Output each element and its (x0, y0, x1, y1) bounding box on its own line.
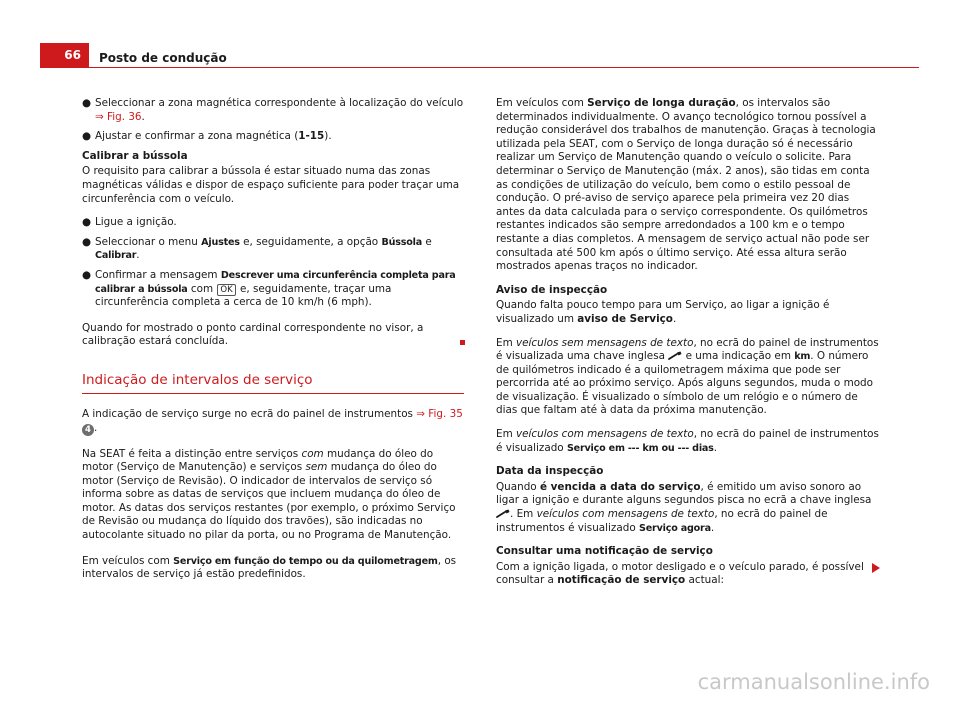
paragraph: Em veículos com Serviço de longa duração, os intervalos são determinados individualmente. O avanço tecnológico tornou possível a redução considerável dos trabalhos de manutenção. Graças à tecnologia utilizada pela SEAT, com o Serviço de longa duração só é necessário realizar um Serviço de Manutenção quando o veículo o solicite. Para determinar o Serviço de Manutenção (máx. 2 anos), são tidas em conta as condições de utilização do veículo, bem como o estilo pessoal de condução. O pré-aviso de serviço aparece pela primeira vez 20 dias antes da data calculada para o serviço correspondente. Os quilómetros restantes indicados são sempre arredondados a 100 km e o tempo restante a dias completos. A mensagem de serviço actual não pode ser consultada até 500 km após o último serviço. Até essa altura serão mostrados apenas traços no indicador. (496, 97, 876, 273)
menu-name: Ajustes (201, 236, 240, 248)
right-column (496, 97, 880, 596)
paragraph: Em veículos sem mensagens de texto, no ecrã do painel de instrumentos é visualizada uma chave inglesa e uma indicação em km. O número de quilómetros indicado é a quilometragem máxima que pode ser percorrida até ao próximo serviço. Após alguns segundos, muda o modo de visualização. É visualizado o símbolo de um relógio e o número de dias que faltam até à data da próxima manutenção. (496, 336, 879, 417)
display-message: Serviço agora (639, 522, 711, 534)
bullet-icon: ● (82, 268, 92, 281)
section-title: Indicação de intervalos de serviço (82, 371, 313, 388)
paragraph: Quando falta pouco tempo para um Serviço, ao ligar a ignição é visualizado um aviso de Serviço. (496, 299, 830, 325)
paragraph: Quando é vencida a data do serviço, é emitido um aviso sonoro ao ligar a ignição e durante alguns segundos pisca no ecrã a chave inglesa . Em veículos com mensagens de texto, no ecrã do painel de instrumentos é visualizado Serviço agora. (496, 480, 872, 534)
list-item: ● Ajustar e confirmar a zona magnética (1-15). (82, 130, 332, 143)
wrench-icon (668, 351, 682, 360)
menu-option: Bússola (381, 236, 423, 248)
subheading: Consultar uma notificação de serviço (496, 545, 713, 558)
paragraph: Em veículos com mensagens de texto, no ecrã do painel de instrumentos é visualizado Serviço em --- km ou --- dias. (496, 428, 879, 454)
header-rule (40, 67, 919, 68)
bullet-icon: ● (82, 130, 92, 143)
left-column (82, 97, 465, 590)
paragraph: Na SEAT é feita a distinção entre serviços com mudança do óleo do motor (Serviço de Manutenção) e serviços sem mudança do óleo do motor (Serviço de Revisão). O indicador de intervalos de serviço só informa sobre as datas de serviços que incluem mudança do óleo de motor. As datas dos serviços restantes (por exemplo, o próximo Serviço de Revisão ou mudança do líquido dos travões), são indicadas no autocolante situado no pilar da porta, ou no Programa de Manutenção. (82, 447, 456, 542)
bullet-icon: ● (82, 97, 92, 109)
page-number: 66 (40, 43, 89, 68)
paragraph: Em veículos com Serviço em função do tempo ou da quilometragem, os intervalos de serviço já estão predefinidos. (82, 554, 457, 581)
subheading: Aviso de inspecção (496, 283, 608, 296)
wrench-icon (496, 509, 510, 518)
continued-arrow-icon (872, 563, 880, 573)
display-message: Descrever uma circunferência completa para calibrar a bússola (95, 269, 456, 295)
figure-link[interactable]: ⇒ Fig. 36 (95, 110, 142, 123)
menu-option: Calibrar (95, 250, 137, 262)
figure-link[interactable]: ⇒ Fig. 35 (416, 407, 463, 420)
ok-key: OK (217, 284, 235, 296)
watermark: carmanualsonline.info (697, 670, 930, 694)
paragraph: Quando for mostrado o ponto cardinal correspondente no visor, a calibração estará concluída. (82, 322, 465, 349)
end-of-section-icon (460, 340, 465, 345)
bullet-icon: ● (82, 235, 92, 248)
display-message: Serviço em --- km ou --- dias (566, 442, 714, 454)
list-item: ● Ligue a ignição. (82, 216, 177, 229)
paragraph: A indicação de serviço surge no ecrã do painel de instrumentos ⇒ Fig. 35 4 . (82, 407, 463, 435)
list-item: ● Seleccionar a zona magnética correspondente à localização do veículo ⇒ Fig. 36. (82, 97, 464, 123)
running-title: Posto de condução (99, 51, 227, 65)
callout-badge: 4 (82, 424, 94, 436)
list-item: ● Seleccionar o menu Ajustes e, seguidamente, a opção Bússola e Calibrar. (82, 235, 432, 262)
section-rule (82, 393, 464, 394)
list-item: ● Confirmar a mensagem Descrever uma circunferência completa para calibrar a bússola com OK e, seguidamente, traçar uma circunferência completa a cerca de 10 km/h (6 mph). (82, 268, 456, 309)
paragraph: Com a ignição ligada, o motor desligado e o veículo parado, é possível consultar a notificação de serviço actual: (496, 561, 880, 588)
subheading: Calibrar a bússola (82, 149, 188, 162)
paragraph: O requisito para calibrar a bússola é estar situado numa das zonas magnéticas válidas e dispor de espaço suficiente para poder traçar uma circunferência com o veículo. (82, 165, 460, 205)
bullet-icon: ● (82, 216, 92, 229)
subheading: Data da inspecção (496, 465, 604, 478)
